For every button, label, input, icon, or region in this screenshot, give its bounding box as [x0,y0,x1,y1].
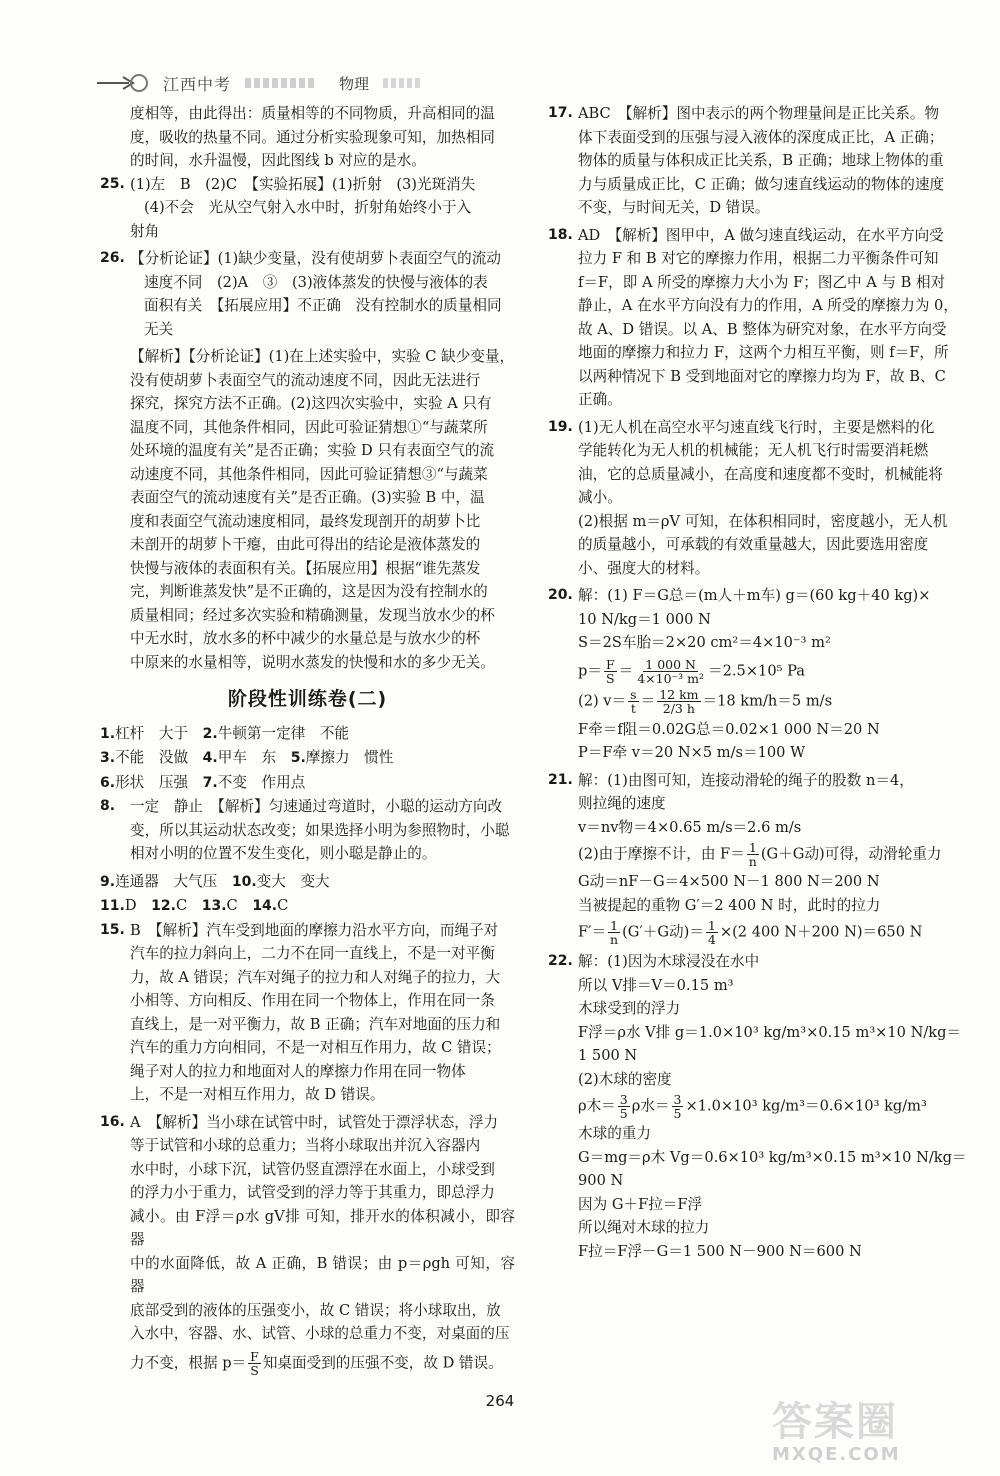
speed-equation: (2) v＝ $\frac{s}{t}$ ＝ $\frac{12 km}{2/3 h}$ ＝18 km/h＝5 m/s [578,686,833,716]
short-answers-row-1: 1.杠杆 大于 2.牛顿第一定律 不能 [100,724,350,742]
fraction: $\frac{12 km}{2/3 h}$ [659,686,699,716]
answer-26: 26. 【分析论证】(1)缺少变量，没有使胡萝卜表面空气的流动 速度不同 (2)A ③ (3)液体蒸发的快慢与液体的表 面积有关 【拓展应用】不正确 没有控制水的质量相同 无关 [100,247,515,341]
left-column [100,102,515,1381]
right-column [548,102,973,1267]
answer-20: 20. 解：(1) F＝G总＝(m人＋m车) g＝(60 kg＋40 kg)× 10 N/kg＝1 000 N S＝2S车胎＝2×20 cm²＝4×10⁻³ m² p＝ $\frac{F}{S}$ ＝ $\frac{1 000 N}{\text{4×10⁻³ m²}}$ ＝2.5×10⁵ Pa (2) v＝ $\frac{s}{t}$ ＝ $\frac{12 km}{2/3 h}$ ＝18 km/h＝5 m/s F牵＝f阻＝0.02G总＝0.02×1 000 N＝20 N P＝F牵 v＝20 N×5 m/s＝100 W [548,584,973,765]
fraction: $\frac{1 000 N}{\text{4×10⁻³ m²}}$ [637,656,705,686]
series-logo-icon [95,72,149,94]
question-number: 26. [100,250,125,266]
page-header [95,68,505,98]
answer-22: 22. 解：(1)因为木球浸没在水中 所以 V排＝V＝0.15 m³ 木球受到的浮力 F浮＝ρ水 V排 g＝1.0×10³ kg/m³×0.15 m³×10 N/kg＝ 1 500 N (2)木球的密度 ρ木＝ $\frac{3}{5}$ ρ水＝ $\frac{3}{5}$ ×1.0×10³ kg/m³＝0.6×10³ kg/m³ 木球的重力 G＝mg＝ρ木 Vg＝0.6×10³ kg/m³×0.15 m³×10 N/kg＝ 900 N 因为 G＋F拉＝F浮 所以绳对木球的拉力 F拉＝F浮－G＝1 500 N－900 N＝600 N [548,950,973,1263]
page-number: 264 [485,1392,515,1410]
question-number: 16. [100,1113,125,1130]
fraction: $\frac{1}{n}$ [748,840,757,869]
answer-8: 8. 一定 静止 【解析】匀速通过弯道时，小聪的运动方向改 变，所以其运动状态改变；如果选择小明为参照物时，小聪 相对小明的位置不发生变化，则小聪是静止的。 [100,795,515,866]
question-number: 21. [548,771,573,788]
question-number: 15. [100,921,125,938]
pulling-force-equation: F′＝ $\frac{1}{n}$ (G′＋G动)＝ $\frac{1}{4}$ ×(2 400 N＋200 N)＝650 N [578,918,923,947]
intro-continuation: 度相等，由此得出：质量相等的不同物质，升高相同的温 度，吸收的热量不同。通过分析实验现象可知，加热相同 的时间，水升温慢，因此图线 b 对应的是水。 [130,105,495,169]
question-number: 20. [548,587,573,603]
header-decoration-2 [383,78,423,88]
pulley-force-equation: (2)由于摩擦不计，由 F＝ $\frac{1}{n}$ (G＋G动)可得，动滑轮重力 [578,840,942,869]
answers-11-14: 11.D 12.C 13.C 14.C [100,897,289,914]
short-answers-row-2: 3.不能 没做 4.甲车 东 5.摩擦力 惯性 [100,749,394,766]
analysis-26: 【解析】【分析论证】(1)在上述实验中，实验 C 缺少变量， 没有使胡萝卜表面空气的流动速度不同，因此无法进行 探究，探究方法不正确。(2)这四次实验中，实验 A 只有 温度不同，其他条件相同，因此可验证猜想①“与蔬菜所 处环境的温度有关”是否正确；实验 D 只有表面空气的流 动速度不同，其他条件相同，因此可验证猜想③“与蔬菜 表面空气的流动速度有关”是否正确。(3)实验 B 中，温 度和表面空气流动速度相同，最终发现剖开的胡萝卜比 未剖开的胡萝卜干瘪，由此可得出的结论是液体蒸发的 快慢与液体的表面积有关。【拓展应用】根据“谁先蒸发 完，判断谁蒸发快”是不正确的，这是因为没有控制水的 质量相同；经过多次实验和精确测量，发现当放水少的杯 中无水时，放水多的杯中减少的水量总是与放水少的杯 中原来的水量相等，说明水蒸发的快慢和水的多少无关。 [130,348,515,671]
pressure-equation: p＝ $\frac{F}{S}$ ＝ $\frac{1 000 N}{\text{4×10⁻³ m²}}$ ＝2.5×10⁵ Pa [578,656,805,686]
site-watermark [772,1400,982,1470]
answer-17: 17. ABC 【解析】图中表示的两个物理量间是正比关系。物 体下表面受到的压强与浸入液体的深度成正比，A 正确； 物体的质量与体积成正比关系，B 正确；地球上物体的重 力与质量成正比，C 正确；做匀速直线运动的物体的速度 不变，与时间无关，D 错误。 [548,102,973,220]
fraction: $\frac{F}{S}$ [250,1348,259,1378]
watermark-logo-text: 答案圈 [772,1399,898,1445]
answer-16: 16. A 【解析】当小球在试管中时，试管处于漂浮状态，浮力 等于试管和小球的总重力；当将小球取出并沉入容器内 水中时，小球下沉，试管仍竖直漂浮在水面上，小球受到 的浮力小于重力，试管受到的浮力等于其重力，即总浮力 减小。由 F浮＝ρ水 gV排 可知，排开水的体积减小，即容器 中的水面降低，故 A 正确，B 错误；由 p＝ρgh 可知，容器 底部受到的液体的压强变小，故 C 错误；将小球取出，放 入水中，容器、水、试管、小球的总重力不变，对桌面的压 力不变，根据 p＝ $\frac{F}{S}$ 知桌面受到的压强不变，故 D 错误。 [100,1111,515,1377]
question-number: 18. [548,226,573,243]
question-number: 17. [548,105,573,121]
question-number: 25. [100,175,125,192]
answer-16-last-line: 力不变，根据 p＝ $\frac{F}{S}$ 知桌面受到的压强不变，故 D 错误。 [130,1348,503,1378]
question-number: 8. [100,798,116,814]
short-answers-row-3: 6.形状 压强 7.不变 作用点 [100,773,306,791]
header-decoration [245,78,315,88]
density-equation: ρ木＝ $\frac{3}{5}$ ρ水＝ $\frac{3}{5}$ ×1.0×10³ kg/m³＝0.6×10³ kg/m³ [578,1092,927,1121]
answer-18: 18. AD 【解析】图甲中，A 做匀速直线运动，在水平方向受 拉力 F 和 B 对它的摩擦力作用，根据二力平衡条件可知 f＝F，即 A 所受的摩擦力大小为 F；图乙中 A 与 B 相对 静止，A 在水平方向没有力的作用，A 所受的摩擦力为 0， 故 A、D 错误。以 A、B 整体为研究对象，在水平方向受 地面的摩擦力和拉力 F，这两个力相互平衡，则 f＝F，所 以两种情况下 B 受到地面对它的摩擦力均为 F，故 B、C 正确。 [548,224,973,412]
fraction: $\frac{3}{5}$ [619,1092,628,1121]
series-title: 江西中考 [163,74,232,94]
question-number: 22. [548,953,573,969]
watermark-domain: MXQE.COM [772,1444,901,1465]
fraction: $\frac{1}{4}$ [707,918,716,947]
answers-9-10: 9.连通器 大气压 10.变大 变大 [100,872,330,890]
answer-19: 19. (1)无人机在高空水平匀速直线飞行时，主要是燃料的化 学能转化为无人机的机械能；无人机飞行时需要消耗燃 油，它的总质量减小，在高度和速度都不变时，机械能将 减小。 (2)根据 m＝ρV 可知，在体积相同时，密度越小，无人机 的质量越小，可承载的有效重量越大，因此要选用密度 小、强度大的材料。 [548,416,973,581]
fraction: $\frac{s}{t}$ [630,686,637,716]
section-title: 阶段性训练卷(二) [227,688,388,710]
fraction: $\frac{1}{n}$ [610,918,619,947]
fraction: $\frac{3}{5}$ [673,1092,682,1121]
answer-21: 21. 解：(1)由图可知，连接动滑轮的绳子的股数 n＝4， 则拉绳的速度 v＝nv物＝4×0.65 m/s＝2.6 m/s (2)由于摩擦不计，由 F＝ $\frac{1}{n}$ (G＋G动)可得，动滑轮重力 G动＝nF－G＝4×500 N－1 800 N＝200 N 当被提起的重物 G′＝2 400 N 时，此时的拉力 F′＝ $\frac{1}{n}$ (G′＋G动)＝ $\frac{1}{4}$ ×(2 400 N＋200 N)＝650 N [548,769,973,947]
question-number: 19. [548,418,573,435]
subject-title: 物理 [339,74,370,93]
fraction: $\frac{F}{S}$ [605,656,615,686]
answer-15: 15. B 【解析】汽车受到地面的摩擦力沿水平方向，而绳子对 汽车的拉力斜向上，二力不在同一直线上，不是一对平衡 力，故 A 错误；汽车对绳子的拉力和人对绳子的拉力，大 小相等、方向相反、作用在同一个物体上，作用在同一条 直线上，是一对平衡力，故 B 正确；汽车对地面的压力和 汽车的重力方向相同，不是一对相互作用力，故 C 错误； 绳子对人的拉力和地面对人的摩擦力作用在同一物体 上，不是一对相互作用力，故 D 错误。 [100,919,515,1107]
answer-25: 25. (1)左 B (2)C 【实验拓展】(1)折射 (3)光斑消失 (4)不会 光从空气射入水中时，折射角始终小于入 射角 [100,173,515,244]
